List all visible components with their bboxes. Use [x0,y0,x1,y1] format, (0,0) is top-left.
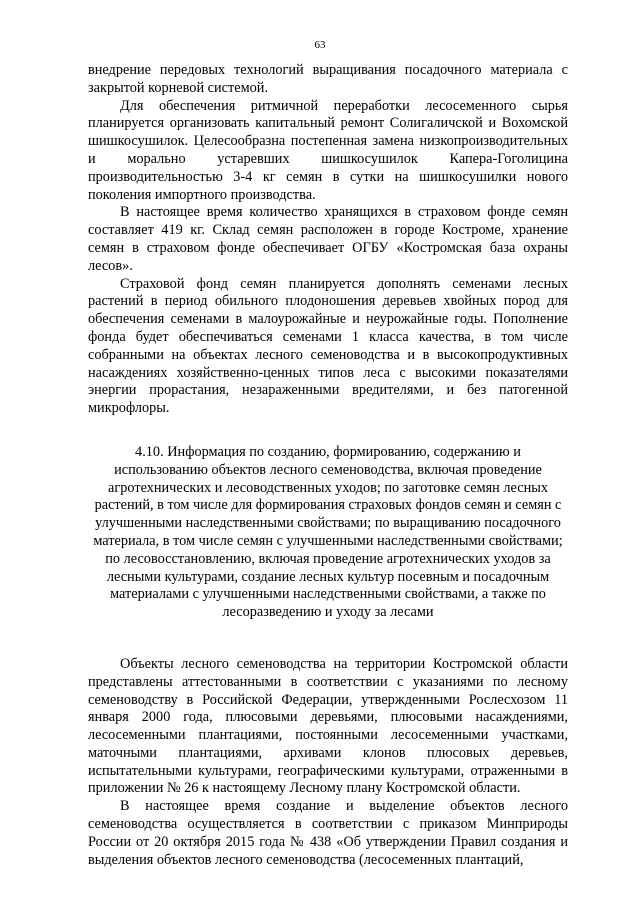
section-spacer [88,622,568,656]
paragraph-creation-rules: В настоящее время создание и выделение объектов лесного семеноводства осуществляется в соответствии с приказом Минприроды России от 20 октября 2015 года № 438 «Об утверждении Правил создания и выделения объектов лесного семеноводства (лесосеменных плантаций, [88,798,568,868]
section-spacer [88,418,568,444]
paragraph-continuation: внедрение передовых технологий выращивания посадочного материала с закрытой корневой системой. [88,62,568,96]
paragraph-seed-insurance-fund: В настоящее время количество хранящихся в страховом фонде семян составляет 419 кг. Склад семян расположен в городе Костроме, хранение семян в страховом фонде обеспечивает ОГБУ «Костромская база охраны лесов». [88,204,568,274]
page-number: 63 [314,39,326,51]
paragraph-cone-dryers: Для обеспечения ритмичной переработки лесосеменного сырья планируется организовать капитальный ремонт Солигаличской и Вохомской шишкосушилок. Целесообразна постепенная замена низкопроизводительных и морально устаревших шишкосушилок Капера-Гоголицина производительностью 3-4 кг семян в сутки на шишкосушилки нового поколения импортного производства. [88,97,568,203]
paragraph-fund-replenishment: Страховой фонд семян планируется дополнять семенами лесных растений в период обильного плодоношения деревьев хвойных пород для обеспечения семенами в малоурожайные и неурожайные годы. Пополнение фонда будет обеспечиваться семенами 1 класса качества, в том числе собранными на объектах лесного семеноводства и в высокопродуктивных насаждениях хозяйственно-ценных типов леса с высокими показателями энергии прорастания, незараженными вредителями, и без патогенной микрофлоры. [88,275,568,417]
document-body [88,62,568,869]
section-heading: 4.10. Информация по созданию, формированию, содержанию и использованию объектов лесного семеноводства, включая проведение агротехнических и лесоводственных уходов; по заготовке семян лесных растений, в том числе для формирования страховых фондов семян и семян с улучшенными наследственными свойствами; по выращиванию посадочного материала, в том числе семян с улучшенными наследственными свойствами; по лесовосстановлению, включая проведение агротехнических уходов за лесными культурами, создание лесных культур посевным и посадочным материалами с улучшенными наследственными свойствами, а также по лесоразведению и уходу за лесами [93,443,563,621]
paragraph-seed-objects: Объекты лесного семеноводства на территории Костромской области представлены аттестованными в соответствии с указаниями по лесному семеноводству в Российской Федерации, утвержденными Рослесхозом 11 января 2000 года, плюсовыми деревьями, плюсовыми насаждениями, лесосеменными плантациями, постоянными лесосеменными участками, маточными плантациями, архивами клонов плюсовых деревьев, испытательными культурами, географическими культурами, отраженными в приложении № 26 к настоящему Лесному плану Костромской области. [88,655,568,797]
